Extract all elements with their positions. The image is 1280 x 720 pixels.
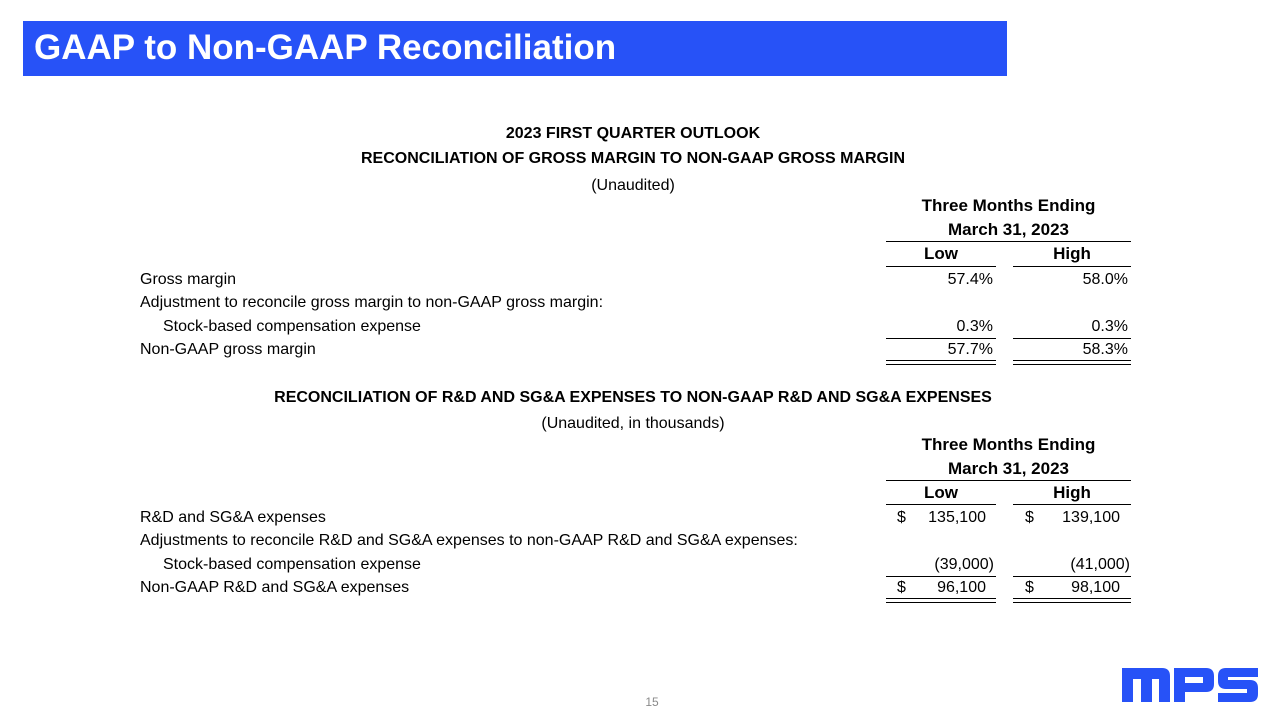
currency-symbol: $ bbox=[1025, 509, 1034, 526]
mps-logo bbox=[1122, 662, 1258, 702]
row-value-high: 98,100 bbox=[1071, 579, 1120, 596]
subtotal-rule bbox=[1013, 576, 1131, 577]
section1-period-line-1: Three Months Ending bbox=[921, 196, 1096, 215]
row-label: Non-GAAP R&D and SG&A expenses bbox=[140, 579, 410, 596]
row-value-low: 57.7% bbox=[947, 341, 993, 358]
section1-heading-1: 2023 FIRST QUARTER OUTLOOK bbox=[505, 125, 761, 142]
subtotal-rule bbox=[1013, 338, 1131, 339]
total-double-rule bbox=[1013, 360, 1131, 365]
section2-heading: RECONCILIATION OF R&D AND SG&A EXPENSES TO NON-GAAP R&D AND SG&A EXPENSES bbox=[274, 389, 992, 406]
row-label: Stock-based compensation expense bbox=[163, 318, 421, 335]
logo-letter-m bbox=[1122, 668, 1170, 702]
section2-col-high: High bbox=[1053, 483, 1091, 502]
row-label: Non-GAAP gross margin bbox=[140, 341, 316, 358]
row-value-low: 96,100 bbox=[937, 579, 986, 596]
row-value-high: 58.3% bbox=[1082, 341, 1128, 358]
currency-symbol: $ bbox=[897, 509, 906, 526]
row-label: Stock-based compensation expense bbox=[163, 556, 421, 573]
page-number: 15 bbox=[645, 695, 659, 709]
section1-period-rule bbox=[886, 241, 1131, 242]
row-label: Adjustments to reconcile R&D and SG&A expenses to non-GAAP R&D and SG&A expenses: bbox=[140, 532, 798, 549]
section1-high-rule bbox=[1013, 266, 1131, 267]
currency-symbol: $ bbox=[1025, 579, 1034, 596]
logo-letter-s bbox=[1218, 668, 1258, 702]
section2-high-rule bbox=[1013, 504, 1131, 505]
subtotal-rule bbox=[886, 576, 996, 577]
section2-low-rule bbox=[886, 504, 996, 505]
total-double-rule bbox=[886, 598, 996, 603]
logo-letter-p bbox=[1174, 668, 1214, 702]
section2-period-line-1: Three Months Ending bbox=[921, 435, 1096, 454]
row-value-low: 0.3% bbox=[956, 318, 993, 335]
row-value-high: 139,100 bbox=[1062, 509, 1120, 526]
section1-subheading: (Unaudited) bbox=[591, 177, 675, 194]
slide-title: GAAP to Non-GAAP Reconciliation bbox=[34, 28, 617, 67]
row-value-high: 0.3% bbox=[1091, 318, 1128, 335]
row-value-low: (39,000) bbox=[934, 556, 994, 573]
section2-col-low: Low bbox=[924, 483, 958, 502]
title-bar bbox=[23, 21, 1007, 76]
section1-col-high: High bbox=[1053, 244, 1091, 263]
total-double-rule bbox=[1013, 598, 1131, 603]
section1-low-rule bbox=[886, 266, 996, 267]
section1-col-low: Low bbox=[924, 244, 958, 263]
row-value-low: 135,100 bbox=[928, 509, 986, 526]
section1-heading-2: RECONCILIATION OF GROSS MARGIN TO NON-GAAP GROSS MARGIN bbox=[360, 150, 905, 167]
row-value-low: 57.4% bbox=[947, 271, 993, 288]
row-label: Gross margin bbox=[140, 271, 237, 288]
total-double-rule bbox=[886, 360, 996, 365]
row-label: Adjustment to reconcile gross margin to non-GAAP gross margin: bbox=[140, 294, 604, 311]
currency-symbol: $ bbox=[897, 579, 906, 596]
row-value-high: 58.0% bbox=[1082, 271, 1128, 288]
section2-period-line-2: March 31, 2023 bbox=[948, 459, 1069, 478]
row-value-high: (41,000) bbox=[1070, 556, 1130, 573]
row-label: R&D and SG&A expenses bbox=[140, 509, 326, 526]
subtotal-rule bbox=[886, 338, 996, 339]
section2-subheading: (Unaudited, in thousands) bbox=[541, 415, 725, 432]
section1-period-line-2: March 31, 2023 bbox=[948, 220, 1069, 239]
section2-period-rule bbox=[886, 480, 1131, 481]
